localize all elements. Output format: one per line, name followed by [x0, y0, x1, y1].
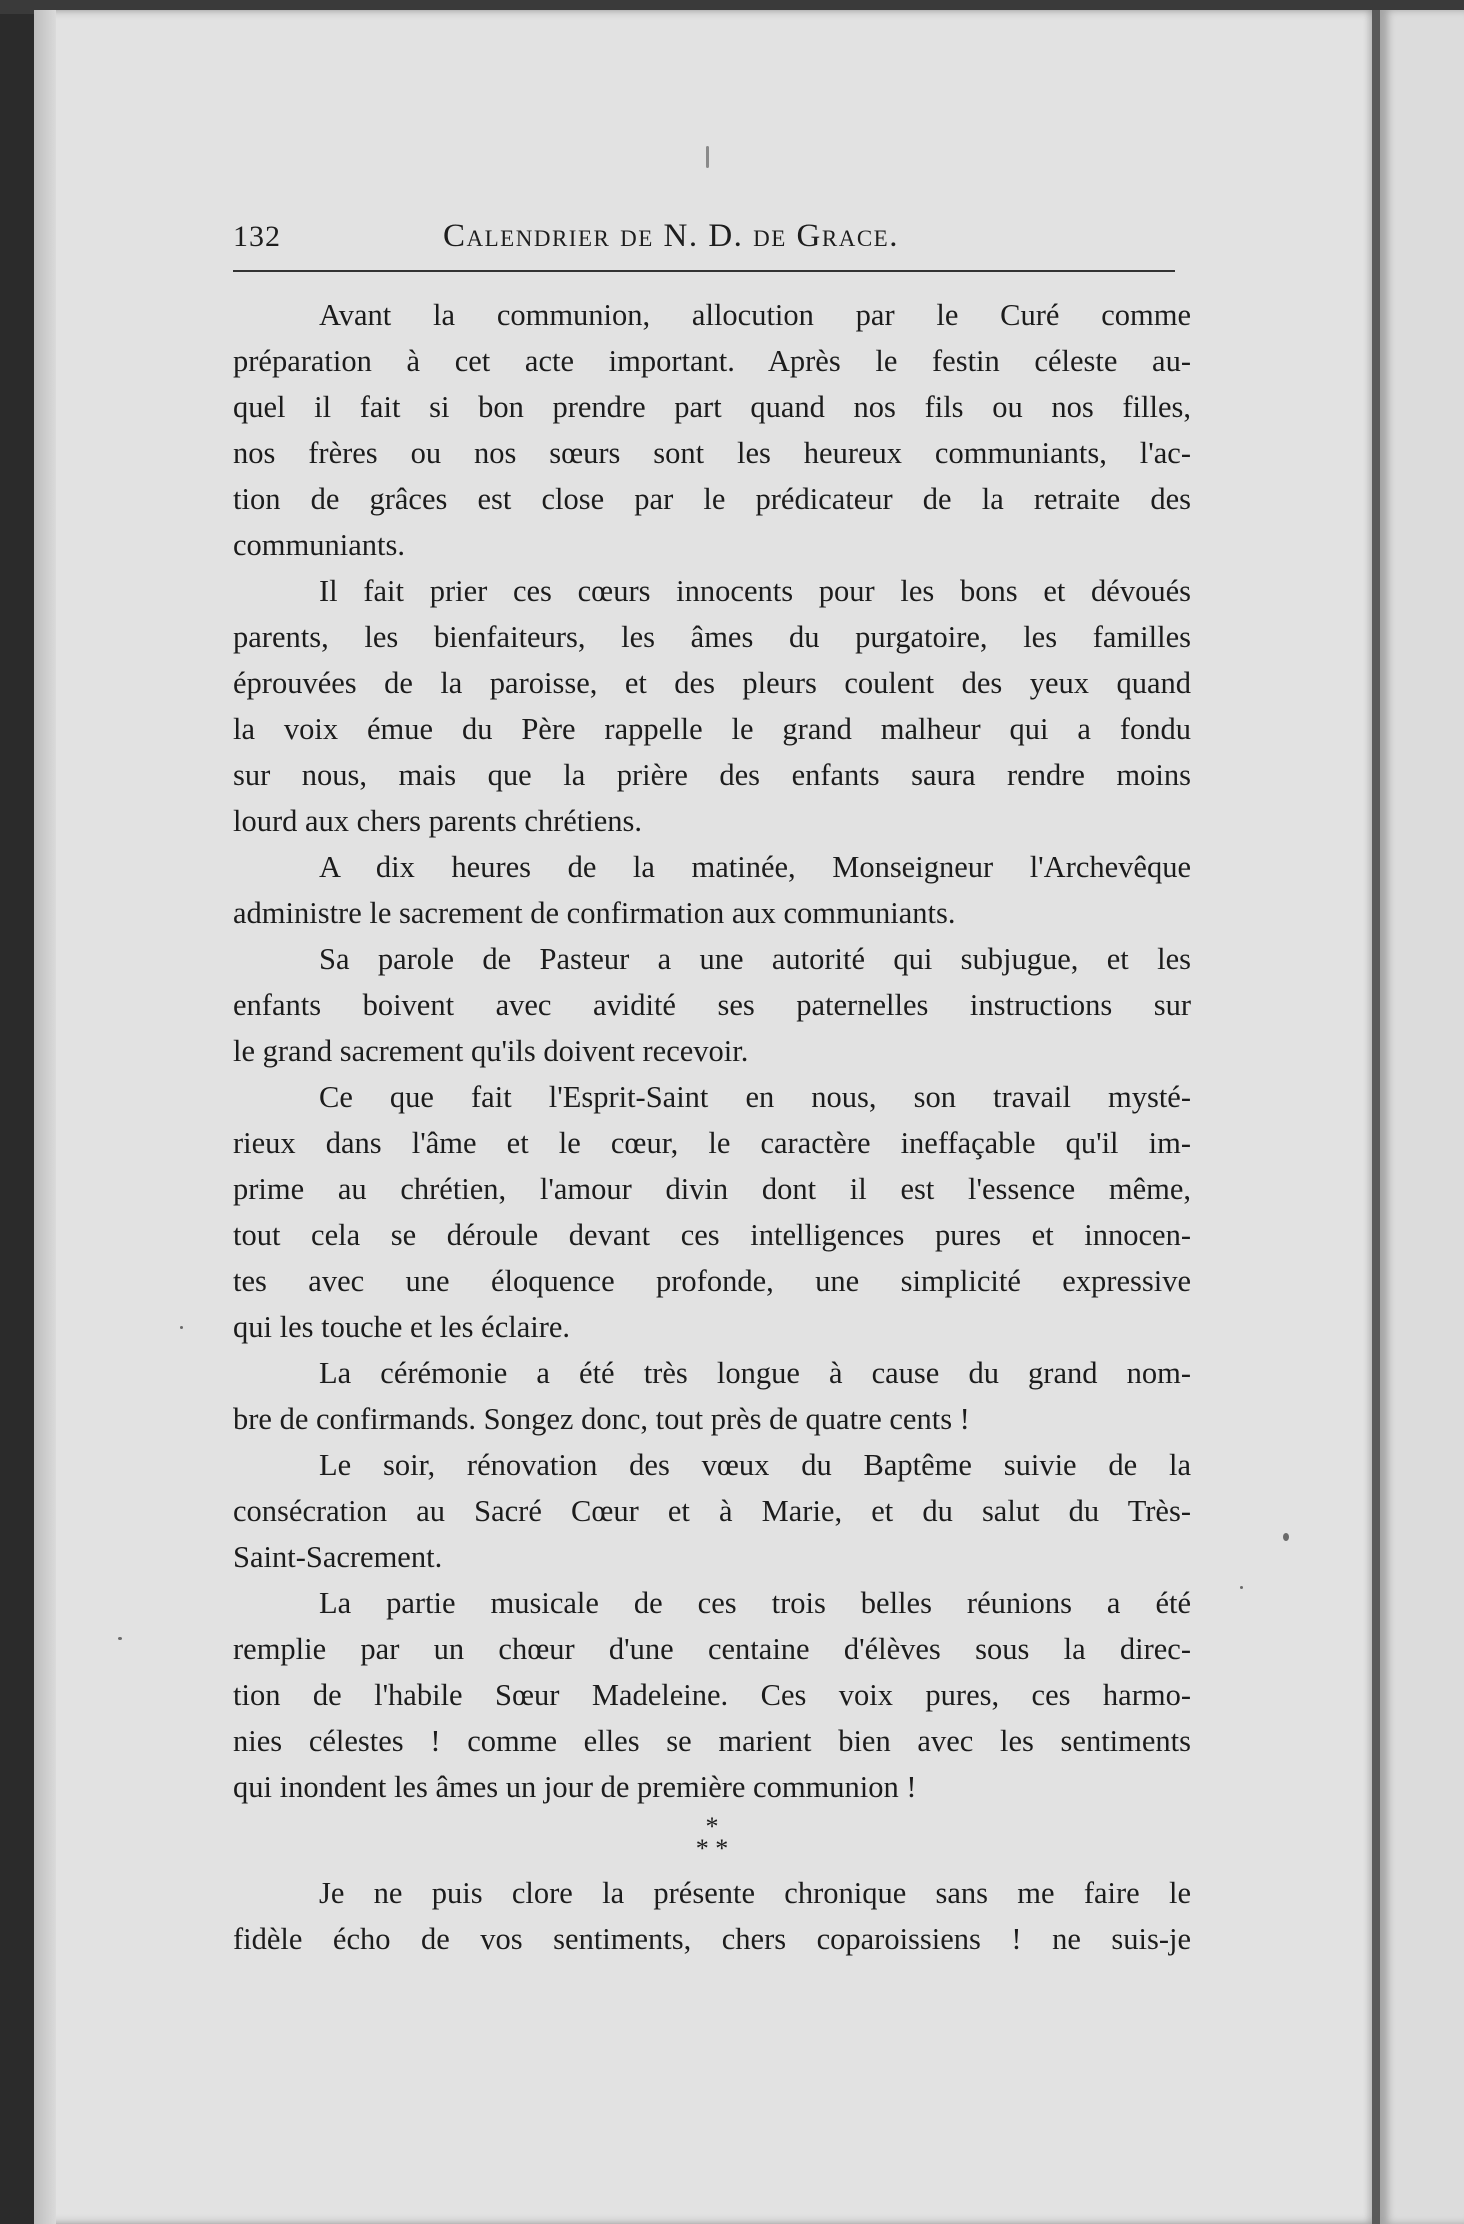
- paragraph: [233, 1074, 1191, 1350]
- text-line: administre le sacrement de confirmation aux communiants.: [233, 896, 956, 930]
- page-gutter: [1372, 10, 1380, 2224]
- text-line: Je ne puis clore la présente chronique sans me faire le: [319, 1876, 1191, 1910]
- paragraph: [233, 936, 1191, 1074]
- text-line: éprouvées de la paroisse, et des pleurs coulent des yeux quand: [233, 666, 1191, 700]
- text-line: qui les touche et les éclaire.: [233, 1310, 571, 1344]
- text-line: Il fait prier ces cœurs innocents pour les bons et dévoués: [319, 574, 1191, 608]
- paragraph: [233, 568, 1191, 844]
- paragraph: [233, 1442, 1191, 1580]
- asterism-top: *: [705, 1812, 719, 1841]
- paragraph: [233, 844, 1191, 936]
- text-line: La cérémonie a été très longue à cause du grand nom-: [319, 1356, 1191, 1390]
- text-line: Le soir, rénovation des vœux du Baptême suivie de la: [319, 1448, 1191, 1482]
- text-line: sur nous, mais que la prière des enfants saura rendre moins: [233, 758, 1191, 792]
- text-line: fidèle écho de vos sentiments, chers coparoissiens ! ne suis-je: [233, 1922, 1191, 1956]
- scan-speck: [1283, 1533, 1289, 1541]
- text-line: Sa parole de Pasteur a une autorité qui subjugue, et les: [319, 942, 1191, 976]
- body-text: [233, 292, 1191, 1962]
- text-line: tion de l'habile Sœur Madeleine. Ces voix pures, ces harmo-: [233, 1678, 1191, 1712]
- text-line: remplie par un chœur d'une centaine d'élèves sous la direc-: [233, 1632, 1191, 1666]
- text-line: bre de confirmands. Songez donc, tout près de quatre cents !: [233, 1402, 970, 1436]
- asterism-separator: [233, 1810, 1191, 1870]
- paragraph: [233, 292, 1191, 568]
- scan-speck: [118, 1637, 122, 1640]
- paragraph: [233, 1580, 1191, 1810]
- text-line: enfants boivent avec avidité ses paternelles instructions sur: [233, 988, 1191, 1022]
- text-line: prime au chrétien, l'amour divin dont il est l'essence même,: [233, 1172, 1191, 1206]
- page-number: 132: [233, 220, 281, 253]
- text-line: quel il fait si bon prendre part quand nos fils ou nos filles,: [233, 390, 1191, 424]
- text-line: qui inondent les âmes un jour de première communion !: [233, 1770, 917, 1804]
- scan-speck: [180, 1326, 183, 1329]
- text-line: A dix heures de la matinée, Monseigneur l'Archevêque: [319, 850, 1191, 884]
- text-line: La partie musicale de ces trois belles réunions a été: [319, 1586, 1191, 1620]
- scan-speck: [1240, 1586, 1243, 1589]
- scan-speck: [706, 146, 709, 168]
- paragraph: [233, 1350, 1191, 1442]
- text-line: nies célestes ! comme elles se marient bien avec les sentiments: [233, 1724, 1191, 1758]
- asterism-bottom: * *: [695, 1834, 729, 1863]
- text-line: Ce que fait l'Esprit-Saint en nous, son travail mysté-: [319, 1080, 1191, 1114]
- text-line: Saint-Sacrement.: [233, 1540, 443, 1574]
- text-line: communiants.: [233, 528, 405, 562]
- text-line: consécration au Sacré Cœur et à Marie, et du salut du Très-: [233, 1494, 1191, 1528]
- paragraph: [233, 1870, 1191, 1962]
- text-line: préparation à cet acte important. Après le festin céleste au-: [233, 344, 1191, 378]
- text-line: rieux dans l'âme et le cœur, le caractère ineffaçable qu'il im-: [233, 1126, 1191, 1160]
- text-line: lourd aux chers parents chrétiens.: [233, 804, 643, 838]
- header-rule: [233, 270, 1175, 272]
- text-line: le grand sacrement qu'ils doivent recevoir.: [233, 1034, 749, 1068]
- text-line: tout cela se déroule devant ces intelligences pures et innocen-: [233, 1218, 1191, 1252]
- page-binding-edge: [34, 10, 56, 2224]
- running-head: [233, 210, 1175, 270]
- running-title: Calendrier de N. D. de Grace.: [443, 218, 899, 254]
- text-line: Avant la communion, allocution par le Curé comme: [319, 298, 1191, 332]
- text-line: tion de grâces est close par le prédicateur de la retraite des: [233, 482, 1191, 516]
- facing-page-edge: [1380, 10, 1464, 2224]
- text-line: parents, les bienfaiteurs, les âmes du purgatoire, les familles: [233, 620, 1191, 654]
- text-line: la voix émue du Père rappelle le grand malheur qui a fondu: [233, 712, 1191, 746]
- text-line: tes avec une éloquence profonde, une simplicité expressive: [233, 1264, 1191, 1298]
- text-line: nos frères ou nos sœurs sont les heureux communiants, l'ac-: [233, 436, 1191, 470]
